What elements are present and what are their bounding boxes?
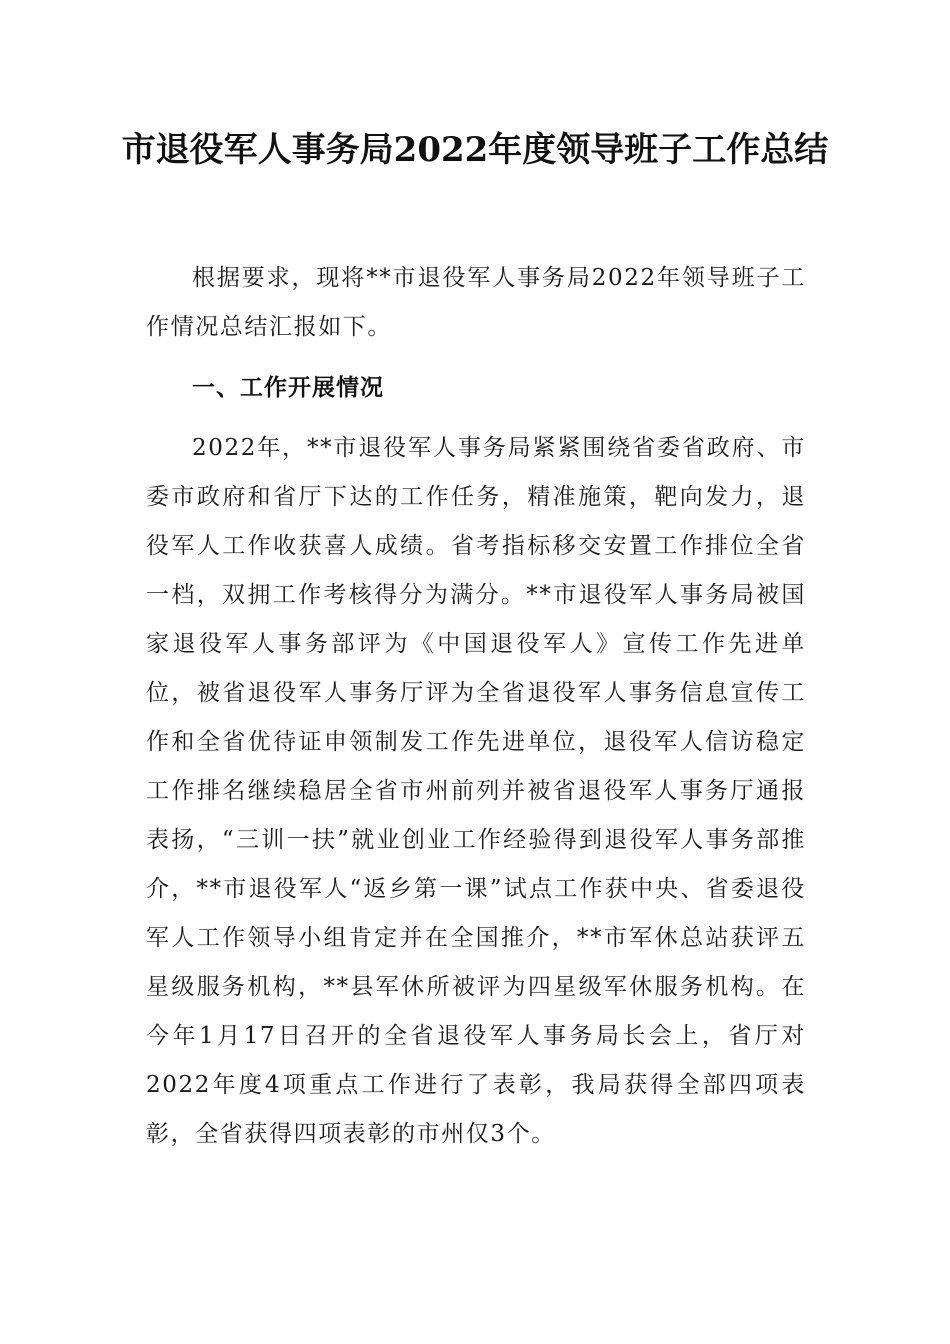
section-heading: 一、工作开展情况 — [192, 375, 384, 401]
body-paragraph: 2022年，**市退役军人事务局紧紧围绕省委省政府、市委市政府和省厅下达的工作任务，精准施策，靶向发力，退役军人工作收获喜人成绩。省考指标移交安置工作排位全省一档，双拥工作考核得分为满分。**市退役军人事务局被国家退役军人事务部评为《中国退役军人》宣传工作先进单位，被省退役军人事务厅评为全省退役军人事务信息宣传工作和全省优待证申领制发工作先进单位，退役军人信访稳定工作排名继续稳居全省市州前列并被省退役军人事务厅通报表扬，“三训一扶”就业创业工作经验得到退役军人事务部推介，**市退役军人“返乡第一课”试点工作获中央、省委退役军人工作领导小组肯定并在全国推介，**市军休总站获评五星级服务机构，**县军休所被评为四星级军休服务机构。在今年1月17日召开的全省退役军人事务局长会上，省厅对2022年度4项重点工作进行了表彰，我局获得全部四项表彰，全省获得四项表彰的市州仅3个。 — [146, 435, 806, 1147]
document-title: 市退役军人事务局2022年度领导班子工作总结 — [121, 130, 829, 170]
intro-paragraph: 根据要求，现将**市退役军人事务局2022年领导班子工作情况总结汇报如下。 — [146, 265, 806, 340]
